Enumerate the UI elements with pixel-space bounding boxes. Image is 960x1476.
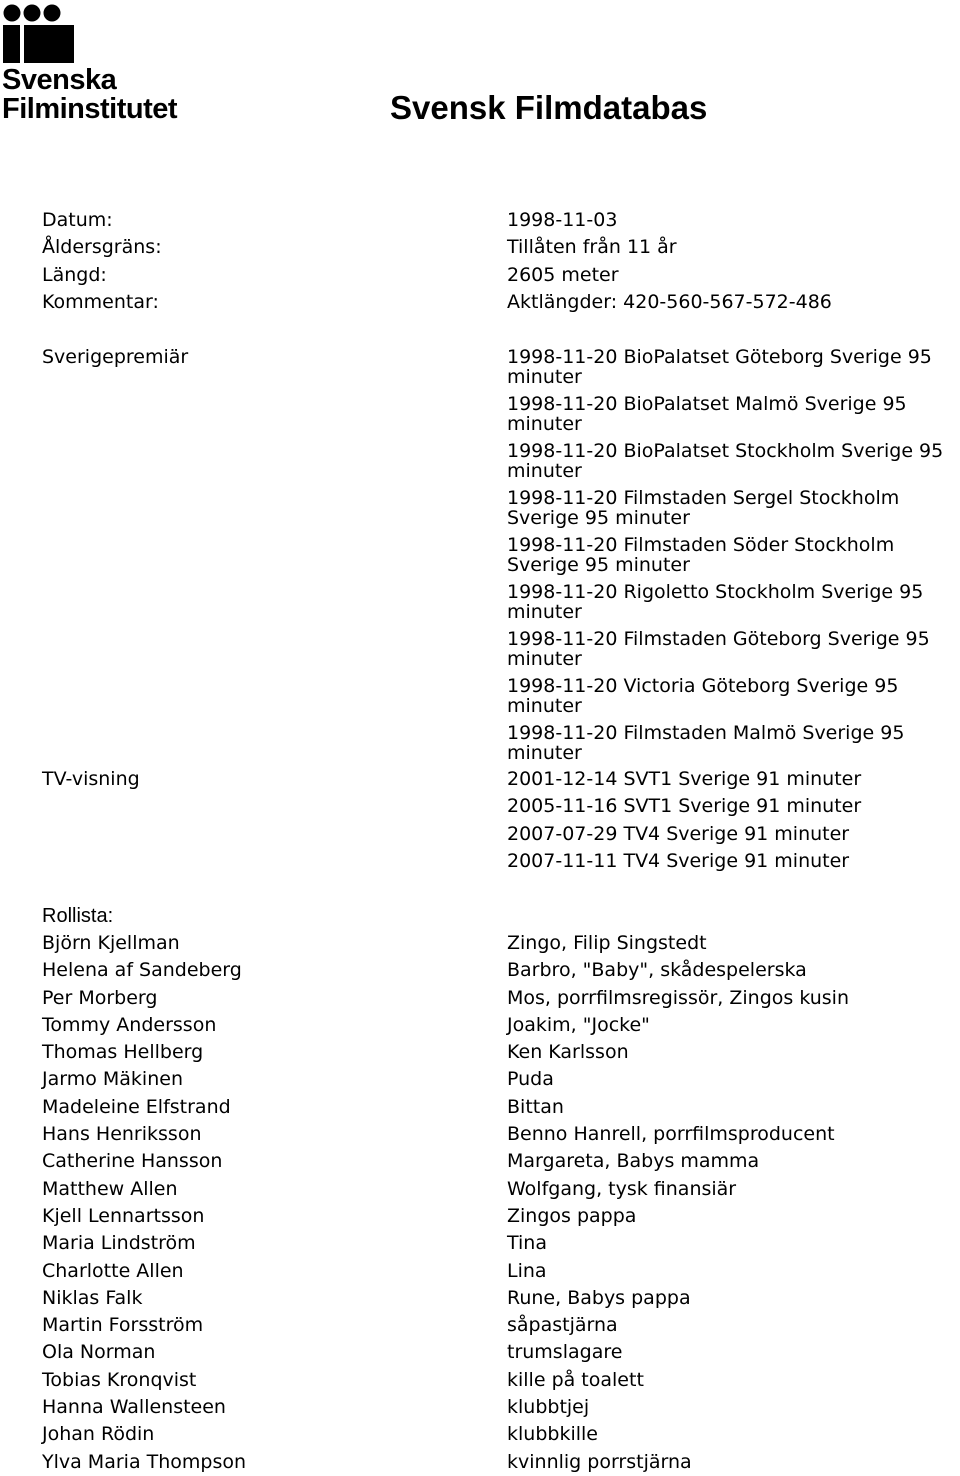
detail-value: Tillåten från 11 år — [507, 236, 677, 258]
cast-role: Rune, Babys pappa — [507, 1286, 691, 1309]
cast-actor: Jarmo Mäkinen — [42, 1068, 183, 1091]
logo-mark-icon — [2, 4, 82, 66]
cast-role: Ken Karlsson — [507, 1041, 629, 1064]
cast-role: Puda — [507, 1068, 554, 1091]
cast-row — [0, 1012, 960, 1039]
cast-actor: Hans Henriksson — [42, 1123, 202, 1146]
cast-row — [0, 1176, 960, 1203]
cast-actor: Kjell Lennartsson — [42, 1204, 205, 1227]
cast-actor: Martin Forsström — [42, 1314, 204, 1337]
cast-actor: Tobias Kronqvist — [42, 1368, 197, 1391]
premiere-entry: 1998-11-20 BioPalatset Stockholm Sverige 95 minuter — [507, 440, 944, 482]
detail-row-length — [0, 262, 960, 289]
detail-label: Datum: — [42, 209, 113, 231]
premiere-entry: 1998-11-20 Filmstaden Malmö Sverige 95 minuter — [507, 722, 905, 764]
cast-role: Barbro, "Baby", skådespelerska — [507, 959, 807, 982]
cast-actor: Madeleine Elfstrand — [42, 1095, 231, 1118]
cast-row — [0, 1148, 960, 1175]
cast-row — [0, 1094, 960, 1121]
cast-actor: Charlotte Allen — [42, 1259, 184, 1282]
tv-entry: 2001-12-14 SVT1 Sverige 91 minuter — [507, 768, 862, 790]
cast-role: kille på toalett — [507, 1368, 644, 1391]
cast-row — [0, 930, 960, 957]
cast-role: klubbkille — [507, 1423, 598, 1446]
cast-row — [0, 1339, 960, 1366]
cast-actor: Ylva Maria Thompson — [42, 1450, 247, 1473]
cast-row — [0, 1258, 960, 1285]
cast-row — [0, 985, 960, 1012]
cast-role: Mos, porrfilmsregissör, Zingos kusin — [507, 986, 849, 1009]
cast-role: Margareta, Babys mamma — [507, 1150, 760, 1173]
cast-role: Joakim, "Jocke" — [507, 1013, 650, 1036]
cast-actor: Helena af Sandeberg — [42, 959, 242, 982]
cast-role: kvinnlig porrstjärna — [507, 1450, 692, 1473]
cast-actor: Catherine Hansson — [42, 1150, 223, 1173]
cast-actor: Björn Kjellman — [42, 932, 180, 954]
detail-value: Aktlängder: 420-560-567-572-486 — [507, 291, 832, 313]
tv-entry: 2007-11-11 TV4 Sverige 91 minuter — [507, 850, 850, 872]
logo-line-1: Svenska — [2, 64, 117, 96]
cast-actor: Hanna Wallensteen — [42, 1396, 226, 1419]
svenska-filminstitutet-logo — [2, 4, 202, 124]
cast-actor: Tommy Andersson — [42, 1013, 217, 1036]
cast-row — [0, 1312, 960, 1339]
cast-actor: Per Morberg — [42, 986, 158, 1009]
detail-row-comment — [0, 289, 960, 316]
premiere-entry: 1998-11-20 Victoria Göteborg Sverige 95 minuter — [507, 675, 899, 717]
premiere-entry: 1998-11-20 Filmstaden Göteborg Sverige 95 minuter — [507, 628, 930, 670]
premiere-entry: 1998-11-20 Rigoletto Stockholm Sverige 95 minuter — [507, 581, 924, 623]
tv-entry: 2007-07-29 TV4 Sverige 91 minuter — [507, 823, 850, 845]
cast-row — [0, 1203, 960, 1230]
cast-role: Tina — [507, 1232, 547, 1255]
detail-label: Åldersgräns: — [42, 236, 162, 258]
cast-actor: Ola Norman — [42, 1341, 156, 1364]
detail-value: 1998-11-03 — [507, 209, 618, 231]
cast-role: klubbtjej — [507, 1396, 590, 1419]
detail-row-age-rating — [0, 234, 960, 261]
cast-actor: Matthew Allen — [42, 1177, 178, 1200]
logo-wordmark — [2, 66, 177, 124]
cast-row — [0, 957, 960, 984]
cast-actor: Johan Rödin — [42, 1423, 155, 1446]
premiere-entry: 1998-11-20 BioPalatset Malmö Sverige 95 minuter — [507, 393, 907, 435]
cast-role: såpastjärna — [507, 1314, 618, 1337]
cast-row — [0, 1367, 960, 1394]
detail-label: Kommentar: — [42, 291, 159, 313]
premiere-label: Sverigepremiär — [42, 346, 189, 368]
cast-row — [0, 1421, 960, 1448]
cast-actor: Niklas Falk — [42, 1286, 143, 1309]
logo-line-2: Filminstitutet — [2, 93, 178, 125]
detail-row-date — [0, 207, 960, 234]
cast-actor: Maria Lindström — [42, 1232, 196, 1255]
cast-row — [0, 1121, 960, 1148]
cast-role: Bittan — [507, 1095, 564, 1118]
premiere-entry: 1998-11-20 BioPalatset Göteborg Sverige 95 minuter — [507, 346, 932, 388]
cast-row — [0, 1394, 960, 1421]
cast-row — [0, 1449, 960, 1476]
cast-list — [0, 930, 960, 1476]
cast-row — [0, 1039, 960, 1066]
detail-label: Längd: — [42, 264, 107, 286]
cast-actor: Thomas Hellberg — [42, 1041, 204, 1064]
detail-value: 2605 meter — [507, 264, 619, 286]
cast-row — [0, 1230, 960, 1257]
premiere-entry: 1998-11-20 Filmstaden Sergel Stockholm Sverige 95 minuter — [507, 487, 900, 529]
cast-role: Benno Hanrell, porrfilmsproducent — [507, 1123, 835, 1146]
cast-heading: Rollista: — [42, 905, 114, 927]
cast-role: trumslagare — [507, 1341, 623, 1364]
tv-entry: 2005-11-16 SVT1 Sverige 91 minuter — [507, 795, 862, 817]
cast-role: Zingos pappa — [507, 1204, 637, 1227]
cast-row — [0, 1066, 960, 1093]
cast-role: Wolfgang, tysk finansiär — [507, 1177, 737, 1200]
cast-row — [0, 1285, 960, 1312]
cast-role: Lina — [507, 1259, 547, 1282]
tv-label: TV-visning — [42, 768, 140, 790]
cast-role: Zingo, Filip Singstedt — [507, 932, 707, 954]
page-title: Svensk Filmdatabas — [390, 89, 708, 126]
premiere-entry: 1998-11-20 Filmstaden Söder Stockholm Sverige 95 minuter — [507, 534, 895, 576]
